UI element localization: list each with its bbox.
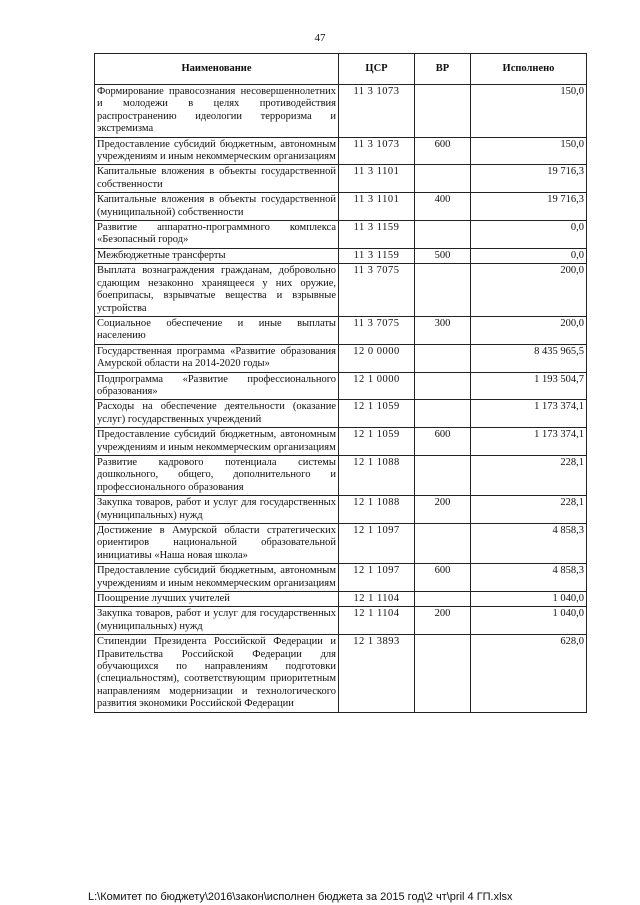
row-name-cell: Предоставление субсидий бюджетным, автономным учреждениям и иным некоммерческим организациям	[95, 428, 339, 456]
page-number: 47	[314, 32, 326, 44]
table-row	[95, 248, 587, 263]
row-csr-cell: 11 3 1073	[339, 85, 415, 138]
row-vr-cell	[415, 400, 471, 428]
table-row	[95, 372, 587, 400]
row-vr-cell	[415, 524, 471, 564]
table-header-row	[95, 54, 587, 85]
row-vr-cell: 600	[415, 564, 471, 592]
row-vr-cell	[415, 165, 471, 193]
row-name-cell: Выплата вознаграждения гражданам, добровольно сдающим незаконно хранящееся у них оружие, боеприпасы, взрывчатые вещества и взрывные устройства	[95, 264, 339, 317]
row-vr-cell	[415, 264, 471, 317]
row-name-cell: Предоставление субсидий бюджетным, автономным учреждениям и иным некоммерческим организациям	[95, 564, 339, 592]
row-name-cell: Предоставление субсидий бюджетным, автономным учреждениям и иным некоммерческим организациям	[95, 137, 339, 165]
row-amount-cell: 150,0	[471, 85, 587, 138]
row-amount-cell: 200,0	[471, 264, 587, 317]
row-csr-cell: 12 1 1088	[339, 496, 415, 524]
row-vr-cell: 600	[415, 428, 471, 456]
table-body	[95, 85, 587, 713]
row-csr-cell: 12 1 1097	[339, 524, 415, 564]
row-vr-cell	[415, 455, 471, 495]
row-amount-cell: 19 716,3	[471, 165, 587, 193]
row-amount-cell: 1 173 374,1	[471, 428, 587, 456]
table-row	[95, 455, 587, 495]
row-name-cell: Социальное обеспечение и иные выплаты населению	[95, 316, 339, 344]
row-vr-cell	[415, 592, 471, 607]
row-name-cell: Государственная программа «Развитие образования Амурской области на 2014-2020 годы»	[95, 344, 339, 372]
row-amount-cell: 0,0	[471, 221, 587, 249]
row-csr-cell: 11 3 7075	[339, 316, 415, 344]
row-csr-cell: 12 1 3893	[339, 635, 415, 712]
row-csr-cell: 12 1 1059	[339, 428, 415, 456]
row-vr-cell: 500	[415, 248, 471, 263]
row-amount-cell: 228,1	[471, 455, 587, 495]
row-amount-cell: 4 858,3	[471, 524, 587, 564]
row-name-cell: Стипендии Президента Российской Федерации и Правительства Российской Федерации для обучающихся по направлениям подготовки (специальностям), соответствующим приоритетным направлениям модернизации и технологического развития экономики Российской Федерации	[95, 635, 339, 712]
row-amount-cell: 228,1	[471, 496, 587, 524]
row-name-cell: Подпрограмма «Развитие профессионального образования»	[95, 372, 339, 400]
row-vr-cell	[415, 372, 471, 400]
row-name-cell: Развитие кадрового потенциала системы дошкольного, общего, дополнительного и профессионального образования	[95, 455, 339, 495]
row-vr-cell	[415, 635, 471, 712]
footer-file-path: L:\Комитет по бюджету\2016\закон\исполнен бюджета за 2015 год\2 чт\pril 4 ГП.xlsx	[88, 891, 513, 903]
header-csr: ЦСР	[339, 54, 415, 85]
table-row	[95, 264, 587, 317]
row-csr-cell: 12 1 1059	[339, 400, 415, 428]
table-row	[95, 607, 587, 635]
row-name-cell: Достижение в Амурской области стратегических ориентиров национальной образовательной инициативы «Наша новая школа»	[95, 524, 339, 564]
row-csr-cell: 11 3 1159	[339, 221, 415, 249]
row-name-cell: Поощрение лучших учителей	[95, 592, 339, 607]
row-amount-cell: 1 040,0	[471, 592, 587, 607]
row-csr-cell: 12 1 1097	[339, 564, 415, 592]
table-row	[95, 85, 587, 138]
table-row	[95, 428, 587, 456]
header-vr: ВР	[415, 54, 471, 85]
table-row	[95, 592, 587, 607]
row-csr-cell: 11 3 7075	[339, 264, 415, 317]
table-row	[95, 221, 587, 249]
row-name-cell: Закупка товаров, работ и услуг для государственных (муниципальных) нужд	[95, 496, 339, 524]
row-amount-cell: 1 040,0	[471, 607, 587, 635]
header-name: Наименование	[95, 54, 339, 85]
row-name-cell: Закупка товаров, работ и услуг для государственных (муниципальных) нужд	[95, 607, 339, 635]
row-name-cell: Капитальные вложения в объекты государственной (муниципальной) собственности	[95, 193, 339, 221]
row-amount-cell: 1 193 504,7	[471, 372, 587, 400]
row-name-cell: Межбюджетные трансферты	[95, 248, 339, 263]
row-csr-cell: 11 3 1073	[339, 137, 415, 165]
row-amount-cell: 4 858,3	[471, 564, 587, 592]
row-amount-cell: 150,0	[471, 137, 587, 165]
row-csr-cell: 12 1 1104	[339, 607, 415, 635]
row-amount-cell: 19 716,3	[471, 193, 587, 221]
row-csr-cell: 12 0 0000	[339, 344, 415, 372]
row-name-cell: Капитальные вложения в объекты государственной собственности	[95, 165, 339, 193]
row-name-cell: Формирование правосознания несовершеннолетних и молодежи в целях противодействия распространению идеологии терроризма и экстремизма	[95, 85, 339, 138]
row-vr-cell: 200	[415, 607, 471, 635]
header-executed: Исполнено	[471, 54, 587, 85]
row-amount-cell: 8 435 965,5	[471, 344, 587, 372]
table-row	[95, 496, 587, 524]
table-row	[95, 564, 587, 592]
row-vr-cell	[415, 221, 471, 249]
table-row	[95, 165, 587, 193]
table-row	[95, 635, 587, 712]
row-csr-cell: 12 1 0000	[339, 372, 415, 400]
row-vr-cell	[415, 344, 471, 372]
budget-table	[94, 53, 587, 713]
row-vr-cell: 600	[415, 137, 471, 165]
row-csr-cell: 11 3 1159	[339, 248, 415, 263]
row-amount-cell: 1 173 374,1	[471, 400, 587, 428]
row-vr-cell	[415, 85, 471, 138]
table-row	[95, 344, 587, 372]
row-vr-cell: 300	[415, 316, 471, 344]
table-row	[95, 193, 587, 221]
row-name-cell: Развитие аппаратно-программного комплекса «Безопасный город»	[95, 221, 339, 249]
row-csr-cell: 12 1 1088	[339, 455, 415, 495]
row-csr-cell: 11 3 1101	[339, 193, 415, 221]
table-row	[95, 400, 587, 428]
table-row	[95, 316, 587, 344]
row-vr-cell: 200	[415, 496, 471, 524]
row-amount-cell: 0,0	[471, 248, 587, 263]
row-name-cell: Расходы на обеспечение деятельности (оказание услуг) государственных учреждений	[95, 400, 339, 428]
row-csr-cell: 11 3 1101	[339, 165, 415, 193]
table-row	[95, 137, 587, 165]
row-vr-cell: 400	[415, 193, 471, 221]
row-amount-cell: 200,0	[471, 316, 587, 344]
row-csr-cell: 12 1 1104	[339, 592, 415, 607]
row-amount-cell: 628,0	[471, 635, 587, 712]
table-row	[95, 524, 587, 564]
